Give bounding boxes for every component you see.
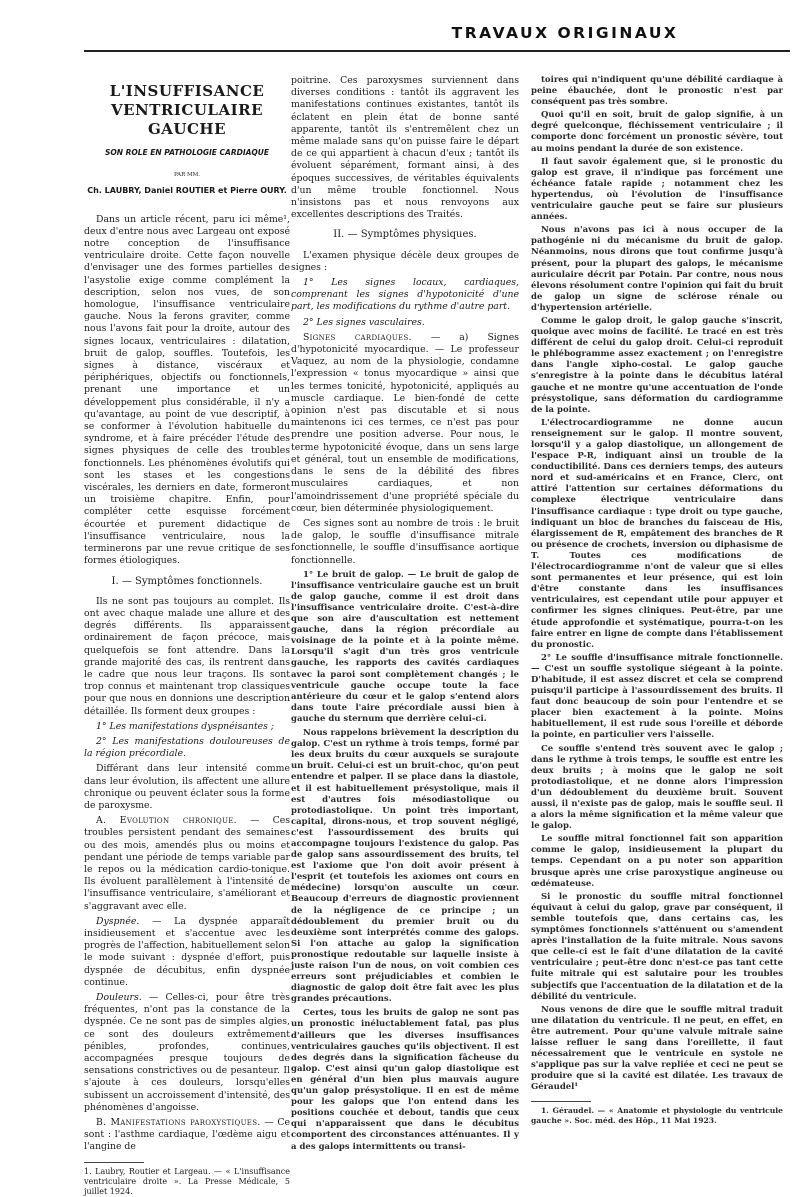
dyspnee-heading: Dyspnée. (96, 915, 140, 927)
paragraph: Nous n'avons pas ici à nous occuper de la pathogénie ni du mécanisme du bruit de galop. Néanmoins, nous dirons que tout confirme jusqu'à présent, pour la plupart des galops, le mécanisme auriculaire décrit par Potain. Par contre, nous nous élevons résolument contre l'opinion qui fait du bruit de galop un signe de sclérose rénale ou d'hypertension artérielle. (531, 225, 783, 313)
signes-text: — a) Signes d'hypotonicité myocardique. — Le professeur Vaquez, au nom de la physiologie, condamne l'expression « tonus myocardique » ainsi que les termes tonicité, hypotonicité, appliqués au muscle cardiaque. Le bien-fondé de cette opinion n'est pas discutable et si nous maintenons ici ces termes, ce n'est pas pour prendre une position adverse. Pour nous, le terme hypotonicité évoque, dans un sens large et général, tout un ensemble de modifications, dans le sens de la débilité des fibres musculaires cardiaques, et non l'amoindrissement d'une propriété spéciale du cœur, bien déterminée physiologiquement. (291, 331, 519, 514)
paroxystiques-text: — Ce sont : l'asthme cardiaque, l'œdème aigu et l'angine de (84, 1117, 290, 1153)
paragraph: toires qui n'indiquent qu'une débilité cardiaque à peine ébauchée, dont le pronostic n'est par conséquent pas très sombre. (531, 75, 783, 108)
column-1 (84, 82, 290, 1197)
signes-heading: Signes cardiaques. (303, 331, 412, 343)
paragraph: Ils ne sont pas toujours au complet. Ils ont avec chaque malade une allure et des degrés différents. Ils apparaissent ordinairement de façon précoce, mais quelquefois se font attendre. Dans la grande majorité des cas, ils rentrent dans le cadre que nous leur traçons. Ils sont trop connus et maintenant trop classiques pour que nous en donnions une description détaillée. Ils forment deux groupes : (84, 595, 290, 717)
paragraph: 2° Le souffle d'insuffisance mitrale fonctionnelle. — C'est un souffle systolique siégeant à la pointe. D'habitude, il est assez discret et cela se comprend puisqu'il participe à l'assourdissement des bruits. Il faut donc beaucoup de soin pour l'entendre et se placer bien exactement à la pointe. Moins habituellement, il est rude sous l'oreille et déborde la pointe, en particulier vers l'aisselle. (531, 652, 783, 741)
paragraph: Nous rappelons brièvement la description du galop. C'est un rythme à trois temps, formé par les deux bruits du cœur auxquels se surajoute un bruit. Celui-ci est un bruit-choc, qu'on peut entendre et palper. Il se place dans la diastole, et il est habituellement présystolique, mais il est d'autres fois mésodiastolique ou protodiastolique. Un point très important, capital, dirons-nous, et trop souvent négligé, c'est l'assourdissement des bruits qui accompagne toujours l'existence du galop. Pas de galop sans assourdissement des bruits, tel est l'axiome que l'on doit avoir présent à l'esprit (et toutefois les axiomes ont cours en médecine) lorsqu'on ausculte un cœur. Beaucoup d'erreurs de diagnostic proviennent de la négligence de ce principe ; un dédoublement du premier bruit ou du deuxième sont interprétés comme des galops. Si l'on attache au galop la signification pronostique redoutable sur laquelle insiste à juste raison l'un de nous, on voit combien ces erreurs sont préjudiciables et combien le diagnostic de galop doit être fait avec les plus grandes précautions. (291, 728, 519, 1005)
paragraph: Il faut savoir également que, si le pronostic du galop est grave, il n'indique pas forcément une échéance fatale rapide ; notamment chez les hypertendus, où l'évolution de l'insuffisance ventriculaire gauche peut se faire sur plusieurs années. (531, 156, 783, 223)
paroxystiques-heading: B. Manifestations paroxystiques. (96, 1117, 261, 1129)
paragraph: Le souffle mitral fonctionnel fait son apparition comme le galop, insidieusement la plupart du temps. Cependant on a pu noter son apparition brusque après une crise paroxystique angineuse ou œdémateuse. (531, 834, 783, 889)
paragraph: Ces signes sont au nombre de trois : le bruit de galop, le souffle d'insuffisance mitrale fonctionnelle, le souffle d'insuffisance aortique fonctionnelle. (291, 517, 519, 566)
paragraph: Si le pronostic du souffle mitral fonctionnel équivaut à celui du galop, grave par conséquent, il semble toutefois que, dans certains cas, les symptômes fonctionnels s'atténuent ou s'amendent après l'installation de la fuite mitrale. Nous savons que celle-ci est le fait d'une dilatation de la cavité ventriculaire ; peut-être donc n'est-ce pas tant cette fuite mitrale qui est salutaire pour les troubles subjectifs que l'accentuation de la dilatation et de la débilité du ventricule. (531, 891, 783, 1002)
evolution-heading: A. Evolution chronique. (96, 815, 237, 827)
running-header (0, 24, 800, 42)
paragraph: Comme le galop droit, le galop gauche s'inscrit, quoique avec moins de facilité. Le tracé en est très différent de celui du galop droit. Celui-ci reproduit le phlébogramme assez exactement ; on l'enregistre dans l'angle xipho-costal. Le galop gauche s'enregistre à la pointe dans le décubitus latéral gauche et ne montre qu'une accentuation de l'onde présystolique, sans déformation du cardiogramme de la pointe. (531, 315, 783, 415)
paragraph: Nous venons de dire que le souffle mitral traduit une dilatation du ventricule. Il ne peut, en effet, en être autrement. Pour qu'une valvule mitrale saine laisse refluer le sang dans l'oreillette, il faut nécessairement que le ventricule en systole ne s'applique pas sur la valve repliée et ceci ne peut se produire que si la cavité est dilatée. Les travaux de Géraudel¹ (531, 1004, 783, 1093)
header-rule (84, 50, 790, 52)
list-item: 2° Les manifestations douloureuses de la région précordiale. (84, 735, 290, 760)
paragraph: Certes, tous les bruits de galop ne sont pas un pronostic inéluctablement fatal, pas plus d'ailleurs que les diverses insuffisances ventriculaires gauches qu'ils objectivent. Il est des degrés dans la signification fâcheuse du galop. C'est ainsi qu'un galop diastolique est en général d'un bien plus mauvais augure qu'un galop présystolique. Il en est de même pour les galops que l'on entend dans les positions couchée et debout, tandis que ceux qui n'apparaissent que dans le décubitus comportent des circonstances atténuantes. Il y a des galops intermittents ou transi- (291, 1008, 519, 1152)
paragraph-dyspnee (84, 916, 290, 989)
intro-paragraph: Dans un article récent, paru ici même¹, deux d'entre nous avec Largeau ont exposé notre conception de l'insuffisance ventriculaire droite. Cette façon nouvelle d'envisager une des formes partielles de l'asystolie exige comme complément la description, selon nos vues, de son homologue, l'insuffisance ventriculaire gauche. Nous la ferons graviter, comme nous l'avons fait pour la droite, autour des signes locaux, ventriculaires : dilatation, bruit de galop, souffles. Toutefois, les signes à distance, viscéraux et périphériques, objectifs ou fonctionnels, prenant une importance et un développement plus considérable, il n'y a qu'avantage, au point de vue descriptif, à se conformer à l'évolution habituelle du syndrome, et à faire précéder l'étude des signes physiques de celle des troubles fonctionnels. Les phénomènes évolutifs qui sont les stases et les congestions viscérales, les derniers en date, formeront un troisième chapitre. Enfin, pour compléter cette esquisse forcément écourtée et purement didactique de l'insuffisance ventriculaire, nous la terminerons par une revue critique de ses formes étiologiques. (84, 213, 290, 567)
dyspnee-text: — La dyspnée apparaît insidieusement et s'accentue avec les progrès de l'affection, habituellement selon le mode suivant : dyspnée d'effort, puis dyspnée de décubitus, enfin dyspnée continue. (84, 915, 290, 988)
list-item: 1° Les signes locaux, cardiaques, comprenant les signes d'hypotonicité d'une part, les modifications du rythme d'autre part. (291, 277, 519, 313)
paragraph: Différant dans leur intensité comme dans leur évolution, ils affectent une allure chronique ou peuvent éclater sous la forme de paroxysme. (84, 763, 290, 811)
article-subtitle: SON ROLE EN PATHOLOGIE CARDIAQUE (104, 148, 270, 157)
column-2 (291, 75, 519, 1156)
paragraph: L'examen physique décèle deux groupes de signes : (291, 249, 519, 273)
douleurs-heading: Douleurs. (96, 992, 142, 1003)
footnote: 1. Laubry, Routier et Largeau. — « L'insuffisance ventriculaire droite ». La Presse Médicale, 5 juillet 1924. (84, 1166, 290, 1196)
list-item: 2° Les signes vasculaires. (303, 316, 425, 328)
paragraph-signes (291, 332, 519, 515)
paragraph-douleurs (84, 992, 290, 1114)
section-heading-1: I. — Symptômes fonctionnels. (111, 575, 263, 587)
paragraph-paroxystiques (84, 1117, 290, 1154)
article-authors: Ch. LAUBRY, Daniel ROUTIER et Pierre OURY. (87, 186, 287, 196)
paragraph: Ce souffle s'entend très souvent avec le galop ; dans le rythme à trois temps, le souffle est entre les deux bruits ; à moins que le galop ne soit protodiastolique, et ne donne alors l'impression d'un dédoublement du deuxième bruit. Souvent aussi, il n'existe pas de galop, mais le souffle seul. Il a alors la même signification et la même valeur que le galop. (531, 743, 783, 832)
paragraph: Quoi qu'il en soit, bruit de galop signifie, à un degré quelconque, fléchissement ventriculaire ; il comporte donc forcément un pronostic sévère, tout au moins pendant la durée de son existence. (531, 110, 783, 154)
footnote-rule (531, 1101, 591, 1102)
running-title: TRAVAUX ORIGINAUX (451, 24, 679, 42)
column-3 (531, 75, 783, 1128)
paragraph-evolution (84, 815, 290, 913)
paragraph: poitrine. Ces paroxysmes surviennent dans diverses conditions : tantôt ils aggravent les manifestations continues existantes, tantôt ils éclatent en plein état de bonne santé apparente, tantôt ils s'entremêlent chez un même malade sans qu'on puisse faire le départ de ce qui appartient à chacun d'eux ; tantôt ils évoluent séparément, formant ainsi, à des époques successives, de véritables équivalents d'un même trouble fonctionnel. Nous n'insistons pas et nous renvoyons aux excellentes descriptions des Traités. (291, 75, 519, 221)
article-title-line2: VENTRICULAIRE GAUCHE (110, 101, 264, 138)
paragraph: 1° Le bruit de galop. — Le bruit de galop de l'insuffisance ventriculaire gauche est un bruit de galop gauche, comme il est droit dans l'insuffisance ventriculaire droite. C'est-à-dire que son aire d'auscultation est nettement gauche, dans la région précordiale au voisinage de la pointe et à la pointe même. Lorsqu'il s'agit d'un très gros ventricule gauche, les rapports des cavités cardiaques avec la paroi sont complètement changés ; le ventricule gauche occupe toute la face antérieure du cœur et le galop s'entend alors dans toute l'aire précordiale aussi bien à gauche du sternum que derrière celui-ci. (291, 569, 519, 724)
evolution-text: — Ces troubles persistent pendant des semaines ou des mois, amendés plus ou moins et pendant une période de temps variable par le repos ou la médication cardio-tonique. Ils évoluent parallèlement à l'intensité de l'insuffisance ventriculaire, s'améliorant et s'aggravant avec elle. (84, 815, 290, 912)
paragraph: L'électrocardiogramme ne donne aucun renseignement sur le galop. Il montre souvent, lorsqu'il y a galop diastolique, un allongement de l'espace P-R, indiquant ainsi un trouble de la conductibilité. Dans ces derniers temps, des auteurs nord et sud-américains et en France, Clerc, ont attiré l'attention sur certaines déformations du complexe électrique ventriculaire dans l'insuffisance cardiaque : type droit ou type gauche, indiquant un bloc de branches du faisceau de His, élargissement de R, empâtement des branches de R ou présence de crochets, inversion ou diphasisme de T. Toutes ces modifications de l'électrocardiogramme n'ont de valeur que si elles sont permanentes et leur présence, qui est loin d'être constante dans les insuffisances ventriculaires, est cependant utile pour appuyer et confirmer les signes cliniques. Peut-être, par une étude approfondie et systématique, pourra-t-on les faire entrer en ligne de compte dans l'établissement du pronostic. (531, 417, 783, 650)
footnote-rule (84, 1162, 144, 1163)
footnote: 1. Géraudel. — « Anatomie et physiologie du ventricule gauche ». Soc. méd. des Hôp., 11 Mai 1923. (531, 1106, 783, 1126)
list-item: 1° Les manifestations dyspnéisantes ; (96, 720, 275, 732)
article-title-line1: L'INSUFFISANCE (109, 82, 265, 100)
douleurs-text: — Celles-ci, pour être très fréquentes, n'ont pas la constance de la dyspnée. Ce ne sont pas de simples algies, ce sont des douleurs extrêmement pénibles, profondes, continues, accompagnées presque toujours de sensations constrictives ou de pesanteur. Il s'ajoute à ces douleurs, lorsqu'elles subissent un accroissement d'intensité, des phénomènes d'angoisse. (84, 992, 290, 1113)
section-heading-2: II. — Symptômes physiques. (333, 229, 477, 241)
par-mm: PAR MM. (173, 172, 201, 179)
